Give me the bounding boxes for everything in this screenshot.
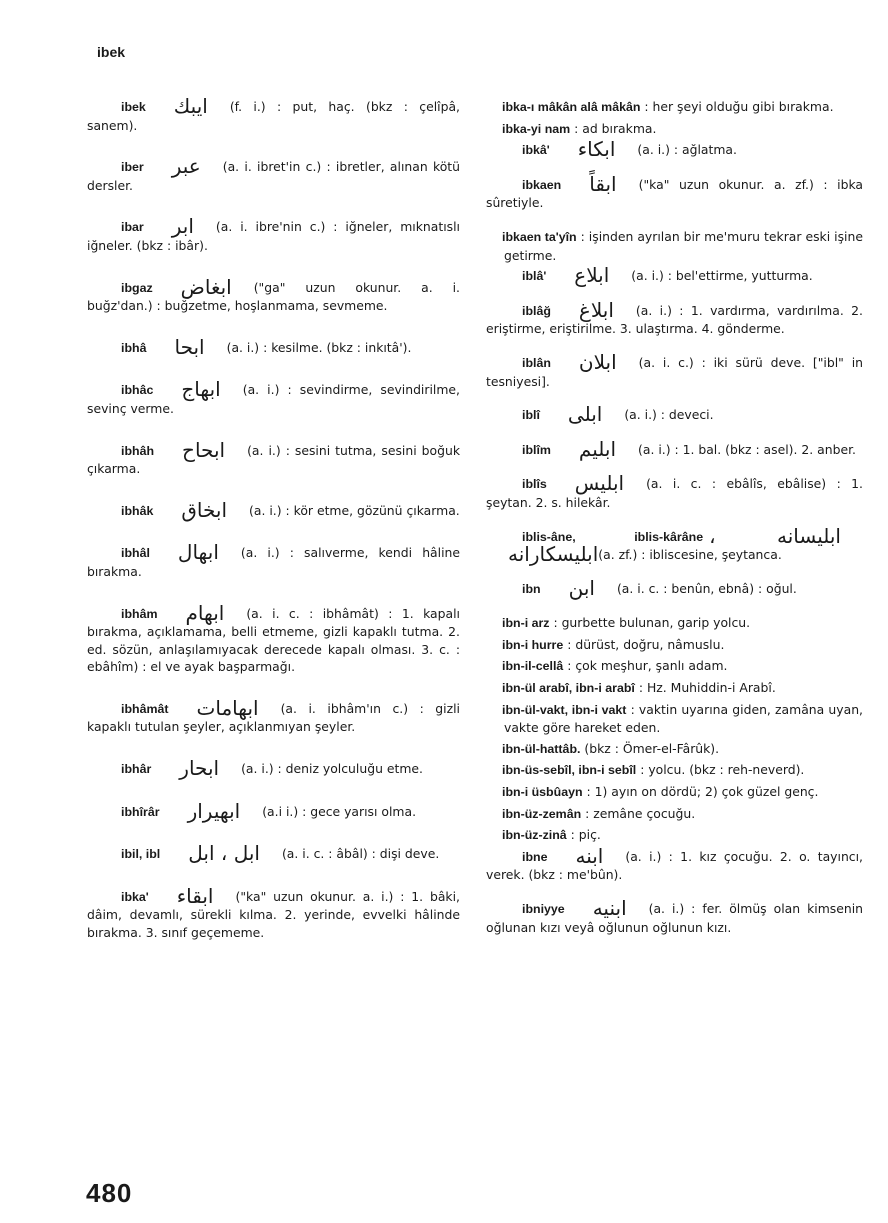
arabic-script: ابليسانه ، ابليسكارانه	[508, 523, 841, 567]
dictionary-entry	[486, 896, 863, 936]
definition: ("ka" uzun okunur. a. i.) : 1. bâki, dâim, devamlı, sürekli kılma. 2. yerinde, evvelki hâlinde bırakma. 3. sınıf geçememe.	[87, 888, 460, 941]
definition: (a. i.) : 1. kız çocuğu. 2. o. tayıncı, verek. (bkz : me'bûn).	[486, 848, 863, 883]
dictionary-subentry	[486, 657, 863, 676]
dictionary-entry	[486, 575, 863, 600]
arabic-script: ابلان	[578, 349, 617, 374]
headword: ibn-üz-zemân	[502, 806, 582, 821]
arabic-script: ابكاء	[577, 137, 616, 162]
definition: : gurbette bulunan, garip yolcu.	[553, 615, 751, 631]
headword: ibhâm	[121, 606, 158, 621]
headword: ibkaen	[522, 177, 562, 192]
headword: ibne	[522, 849, 548, 864]
definition: : zemâne çocuğu.	[585, 805, 696, 821]
dictionary-subentry	[486, 761, 863, 780]
arabic-script: ابقاً	[589, 171, 617, 196]
headword: ibhâc	[121, 383, 154, 398]
headword: ibhâ	[121, 340, 147, 355]
definition: : Hz. Muhiddin-i Arabî.	[638, 680, 776, 696]
definition: (a. i. c. : ibhâmât) : 1. kapalı bırakma, açıklamama, belli etmeme, gizli kapaklı tutma. 2. ed. sözün, anlaşılamıyacak derecede kapalı olması. 3. c. : ebâhîm) : el ve ayak başparmağı.	[87, 605, 460, 675]
right-column	[486, 98, 863, 952]
dictionary-entry	[87, 274, 460, 315]
dictionary-entry	[87, 334, 460, 359]
definition: (a. i.) : sesini tutma, sesini boğuk çıkarma.	[87, 442, 460, 477]
definition: ("ka" uzun okunur. a. zf.) : ibka sûretiyle.	[486, 176, 863, 211]
headword: ibhâl	[121, 546, 150, 561]
arabic-script: ابحار	[179, 756, 220, 781]
headword: ibil, ibl	[121, 847, 161, 862]
arabic-script: ابن	[568, 575, 595, 600]
definition: : dürüst, doğru, nâmuslu.	[567, 636, 725, 652]
dictionary-entry	[87, 94, 460, 134]
definition: (a. i.) : deniz yolculuğu etme.	[241, 761, 423, 777]
headword: ibka-ı mâkân alâ mâkân	[502, 100, 641, 114]
dictionary-subentry	[486, 826, 863, 845]
headword: ibn-i üsbûayn	[502, 785, 583, 800]
dictionary-entry	[87, 437, 460, 478]
dictionary-entry	[87, 377, 460, 417]
running-head: ibek	[97, 44, 126, 60]
definition: (a. i.) : 1. vardırma, vardırılma. 2. eriştirme, eriştirilme. 3. ulaştırma. 4. gönderme.	[486, 302, 863, 337]
dictionary-subentry	[486, 98, 863, 117]
definition: (a. i. ibre'nin c.) : iğneler, mıknatıslı iğneler. (bkz : ibâr).	[87, 219, 460, 253]
headword: ibhâh	[121, 443, 155, 458]
headword: ibn-i hurre	[502, 637, 564, 652]
arabic-script: ابنيه	[592, 896, 627, 920]
dictionary-entry	[486, 523, 863, 567]
headword: iblâğ	[522, 303, 551, 318]
arabic-script: ابقاء	[176, 883, 214, 908]
definition: : çok meşhur, şanlı adam.	[567, 658, 728, 674]
dictionary-entry	[486, 471, 863, 511]
definition: : ad bırakma.	[574, 120, 657, 136]
arabic-script: ابغاض	[180, 274, 232, 299]
dictionary-entry	[486, 297, 863, 338]
arabic-script: ابهامات	[196, 695, 259, 720]
headword: ibka'	[121, 889, 149, 904]
headword: ibar	[121, 220, 144, 235]
definition: (a. i. ibhâm'ın c.) : gizli kapaklı tutulan şeyler, açıklanmıyan şeyler.	[87, 700, 460, 735]
headword: ibn	[522, 581, 541, 596]
dictionary-entry	[486, 843, 863, 884]
left-column	[87, 94, 460, 966]
definition: (a. i. c.) : iki sürü deve. ["ibl" in tesniyesi].	[486, 354, 863, 389]
dictionary-entry	[87, 841, 460, 866]
headword: ibhîrâr	[121, 804, 160, 819]
arabic-script: عبر	[171, 154, 201, 179]
definition: (a. i. c. : ebâlîs, ebâlise) : 1. şeytan. 2. s. hilekâr.	[486, 476, 863, 510]
arabic-script: ابهاج	[181, 377, 221, 402]
headword: ibn-üz-zinâ	[502, 828, 567, 843]
dictionary-entry	[486, 436, 863, 461]
dictionary-subentry	[486, 614, 863, 633]
page-number: 480	[86, 1178, 133, 1208]
arabic-script: ابحا	[174, 334, 205, 359]
headword: ibgaz	[121, 280, 153, 295]
arabic-script: ابهام	[185, 600, 225, 625]
definition: (a. i.) : deveci.	[624, 407, 714, 423]
definition: : piç.	[570, 827, 601, 843]
definition: (a. i.) : kesilme. (bkz : inkıtâ').	[226, 339, 412, 355]
dictionary-entry	[87, 497, 460, 522]
dictionary-entry	[486, 263, 863, 288]
dictionary-entry	[87, 883, 460, 942]
dictionary-entry	[87, 154, 460, 194]
dictionary-entry	[486, 349, 863, 390]
definition: (a.i i.) : gece yarısı olma.	[262, 803, 417, 819]
definition: (a. i. ibret'in c.) : ibretler, alınan kötü dersler.	[87, 159, 460, 193]
arabic-script: ابنه	[575, 843, 604, 868]
definition: (a. zf.) : ibliscesine, şeytanca.	[598, 547, 782, 563]
definition: : 1) ayın on dördü; 2) çok güzel genç.	[586, 784, 819, 800]
arabic-script: ابهيرار	[187, 798, 241, 823]
dictionary-subentry	[486, 783, 863, 802]
headword: ibn-il-cellâ	[502, 659, 564, 674]
headword: ibn-ül arabî, ibn-i arabî	[502, 681, 635, 696]
definition: : vaktin uyarına giden, zamâna uyan, vakte göre hareket eden.	[504, 701, 863, 736]
headword: iblî	[522, 408, 540, 423]
dictionary-entry	[486, 402, 863, 427]
definition: (a. i.) : fer. ölmüş olan kimsenin oğlunan kızı veyâ oğlunun oğlunun kızı.	[486, 901, 863, 935]
definition: (a. i.) : ağlatma.	[637, 142, 737, 158]
definition: (a. i. c. : benûn, ebnâ) : oğul.	[616, 580, 797, 596]
headword: iblis-âne, iblis-kârâne	[522, 529, 704, 544]
dictionary-entry	[87, 756, 460, 781]
dictionary-entry	[87, 798, 460, 823]
dictionary-subentry	[486, 701, 863, 737]
dictionary-entry	[486, 137, 863, 162]
headword: ibka-yi nam	[502, 121, 571, 136]
headword: iblîs	[522, 477, 547, 492]
definition: (a. i.) : bel'ettirme, yutturma.	[631, 268, 813, 284]
definition: : yolcu. (bkz : reh-neverd).	[640, 762, 805, 778]
definition: (a. i.) : 1. bal. (bkz : asel). 2. anber.	[638, 441, 856, 457]
headword: iblîm	[522, 442, 551, 457]
dictionary-subentry	[486, 740, 863, 759]
definition: (f. i.) : put, haç. (bkz : çelîpâ, sanem).	[87, 99, 460, 133]
headword: iblâ'	[522, 269, 547, 284]
headword: ibn-üs-sebîl, ibn-i sebîl	[502, 763, 637, 778]
definition: ("ga" uzun okunur. a. i. buğz'dan.) : buğzetme, hoşlanmama, sevmeme.	[87, 279, 460, 314]
definition: (a. i.) : sevindirme, sevindirilme, sevinç verme.	[87, 382, 460, 416]
arabic-script: ابخاق	[181, 497, 228, 522]
headword: ibniyye	[522, 902, 565, 916]
headword: iber	[121, 160, 144, 175]
arabic-script: ابر	[171, 214, 194, 239]
arabic-script: ابحاح	[182, 437, 226, 462]
headword: ibn-ül-hattâb.	[502, 741, 581, 756]
definition: : her şeyi olduğu gibi bırakma.	[644, 99, 834, 114]
headword: ibhâr	[121, 762, 152, 777]
headword: ibn-i arz	[502, 616, 550, 631]
arabic-script: ایبك	[173, 94, 208, 118]
headword: ibn-ül-vakt, ibn-i vakt	[502, 702, 627, 717]
definition: : işinden ayrılan bir me'muru tekrar eski işine getirme.	[504, 228, 863, 263]
dictionary-subentry	[486, 805, 863, 824]
arabic-script: ابليس	[574, 471, 625, 496]
headword: ibhâmât	[121, 701, 169, 716]
dictionary-entry	[486, 171, 863, 212]
dictionary-subentry	[486, 228, 863, 264]
headword: ibkaen ta'yîn	[502, 229, 577, 244]
headword: ibhâk	[121, 503, 154, 518]
definition: (a. i.) : kör etme, gözünü çıkarma.	[249, 502, 460, 518]
dictionary-subentry	[486, 636, 863, 655]
dictionary-entry	[87, 695, 460, 736]
definition: (a. i. c. : âbâl) : dişi deve.	[281, 846, 440, 862]
arabic-script: ابليم	[578, 436, 617, 461]
headword: ibek	[121, 100, 146, 114]
dictionary-subentry	[486, 679, 863, 698]
arabic-script: ابل ، ابل	[188, 841, 260, 866]
dictionary-entry	[87, 600, 460, 676]
arabic-script: ابلاع	[574, 263, 610, 288]
dictionary-entry	[87, 214, 460, 254]
dictionary-entry	[87, 540, 460, 580]
headword: iblân	[522, 355, 551, 370]
definition: (a. i.) : salıverme, kendi hâline bırakma.	[87, 545, 460, 579]
dictionary-subentry	[486, 120, 863, 139]
arabic-script: ابلى	[567, 402, 603, 427]
definition: (bkz : Ömer-el-Fârûk).	[584, 740, 720, 756]
arabic-script: ابهال	[177, 540, 219, 565]
headword: ibkâ'	[522, 143, 550, 158]
arabic-script: ابلاغ	[578, 297, 614, 322]
